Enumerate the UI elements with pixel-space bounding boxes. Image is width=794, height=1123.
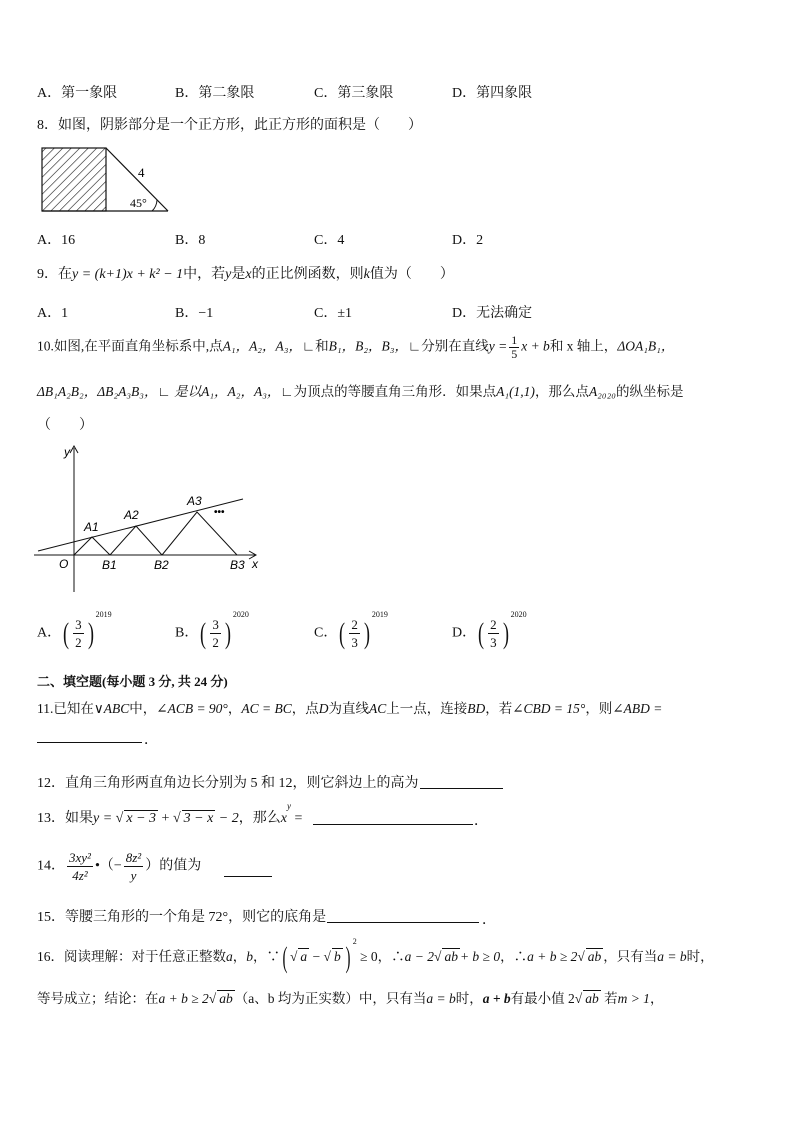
q14-stem: 14． $\frac{\text{3xy²}}{\text{4z²}}$ •（− $\frac{\text{8z²}}{y}$ ）的值为	[37, 850, 202, 883]
q9-option-c: C．±1	[314, 306, 353, 321]
q10-a3-label: A3	[187, 494, 202, 508]
q10-line	[38, 499, 243, 551]
q16-line2: 等号成立；结论：在a + b ≥ 2√ ab （a、b 均为正实数）中，只有当a = b时，a + b有最小值 2√ ab 若m > 1，	[37, 991, 664, 1006]
q10-figure	[34, 444, 266, 596]
q10-y-label: y	[64, 445, 70, 459]
q10-triangle-1	[74, 537, 110, 555]
q10-a1-label: A1	[84, 520, 99, 534]
q7-option-d: D．第四象限	[452, 86, 533, 101]
q16-line1: 16．阅读理解：对于任意正整数a，b，∵( √ a − √ b ) $^2$ ≥ 0，∴a − 2√ ab + b ≥ 0，∴a + b ≥ 2√ ab ，只有当a = b时，	[37, 937, 714, 974]
q10-option-b: B．( $\frac{3}{2}$ )$^{2020}$	[175, 610, 249, 650]
q10-b2-label: B2	[154, 558, 169, 572]
q12-stem: 12．直角三角形两直角边长分别为 5 和 12，则它斜边上的高为	[37, 776, 419, 791]
q10-option-a: A．( $\frac{3}{2}$ )$^{2019}$	[37, 610, 112, 650]
q9-formula: y = (k+1)x + k² − 1	[72, 267, 184, 282]
q9-stem: 9．在y = (k+1)x + k² − 1中，若y是x的正比例函数，则k值为（ ）	[37, 267, 454, 282]
q10-line1: 10.如图,在平面直角坐标系中,点A₁，A₂，A₃，∟和B₁，B₂，B₃，∟分别在直线y = $\frac{1}{5}$ x + b和 x 轴上，ΔOA₁B₁，	[37, 333, 675, 361]
q7-option-b: B．第二象限	[175, 86, 255, 101]
q8-figure	[40, 145, 175, 217]
q8-angle-arc	[152, 200, 157, 211]
q11-answer-blank[interactable]	[37, 742, 142, 743]
q9-option-b: B．−1	[175, 306, 214, 321]
q10-b3-label: B3	[230, 558, 245, 572]
q10-option-d: D．( $\frac{2}{3}$ )$^{2020}$	[452, 610, 527, 650]
q8-stem: 8．如图，阴影部分是一个正方形，此正方形的面积是（ ）	[37, 118, 422, 133]
q14-answer-blank[interactable]	[224, 876, 272, 877]
q15-answer-blank[interactable]	[327, 922, 479, 923]
q15-end: ．	[482, 913, 496, 928]
q8-shaded-square	[42, 148, 106, 211]
q10-b1-label: B1	[102, 558, 117, 572]
q11-end: ．	[144, 733, 158, 748]
q10-option-c: C．( $\frac{2}{3}$ )$^{2019}$	[314, 610, 388, 650]
q15-stem: 15．等腰三角形的一个角是 72°，则它的底角是	[37, 910, 327, 925]
q10-dots: •••	[214, 507, 225, 518]
section-2-title: 二、填空题(每小题 3 分, 共 24 分)	[37, 674, 228, 689]
q10-line2: ΔB₁A₂B₂，ΔB₂A₃B₃，∟ 是以A₁，A₂，A₃，∟为顶点的等腰直角三角形．如果点A₁(1,1)，那么点A₂₀₂₀的纵坐标是	[37, 384, 684, 399]
q9-option-a: A．1	[37, 306, 69, 321]
q10-a2-label: A2	[124, 508, 139, 522]
q8-option-d: D．2	[452, 233, 484, 248]
q11-stem: 11.已知在∨ABC中，∠ACB = 90°，AC = BC，点D为直线AC上一点，连接BD，若∠CBD = 15°，则∠ABD =	[37, 701, 663, 716]
q8-side-label: 4	[138, 165, 145, 180]
q8-angle-label: 45°	[130, 196, 147, 210]
q10-o-label: O	[59, 557, 69, 571]
q8-option-b: B．8	[175, 233, 206, 248]
q13-answer-blank[interactable]	[313, 824, 473, 825]
q9-option-d: D．无法确定	[452, 306, 533, 321]
q12-answer-blank[interactable]	[420, 788, 503, 789]
q10-triangle-3	[162, 512, 237, 555]
q8-option-a: A．16	[37, 233, 76, 248]
q7-option-c: C．第三象限	[314, 86, 394, 101]
q10-paren: （ ）	[37, 418, 93, 433]
q8-option-c: C．4	[314, 233, 345, 248]
q7-option-a: A．第一象限	[37, 86, 118, 101]
q13-stem: 13．如果y = √ x − 3 + √ 3 − x − 2，那么$x^y$ =	[37, 801, 303, 826]
q13-end: ．	[474, 814, 488, 829]
q10-x-label: x	[252, 557, 258, 571]
